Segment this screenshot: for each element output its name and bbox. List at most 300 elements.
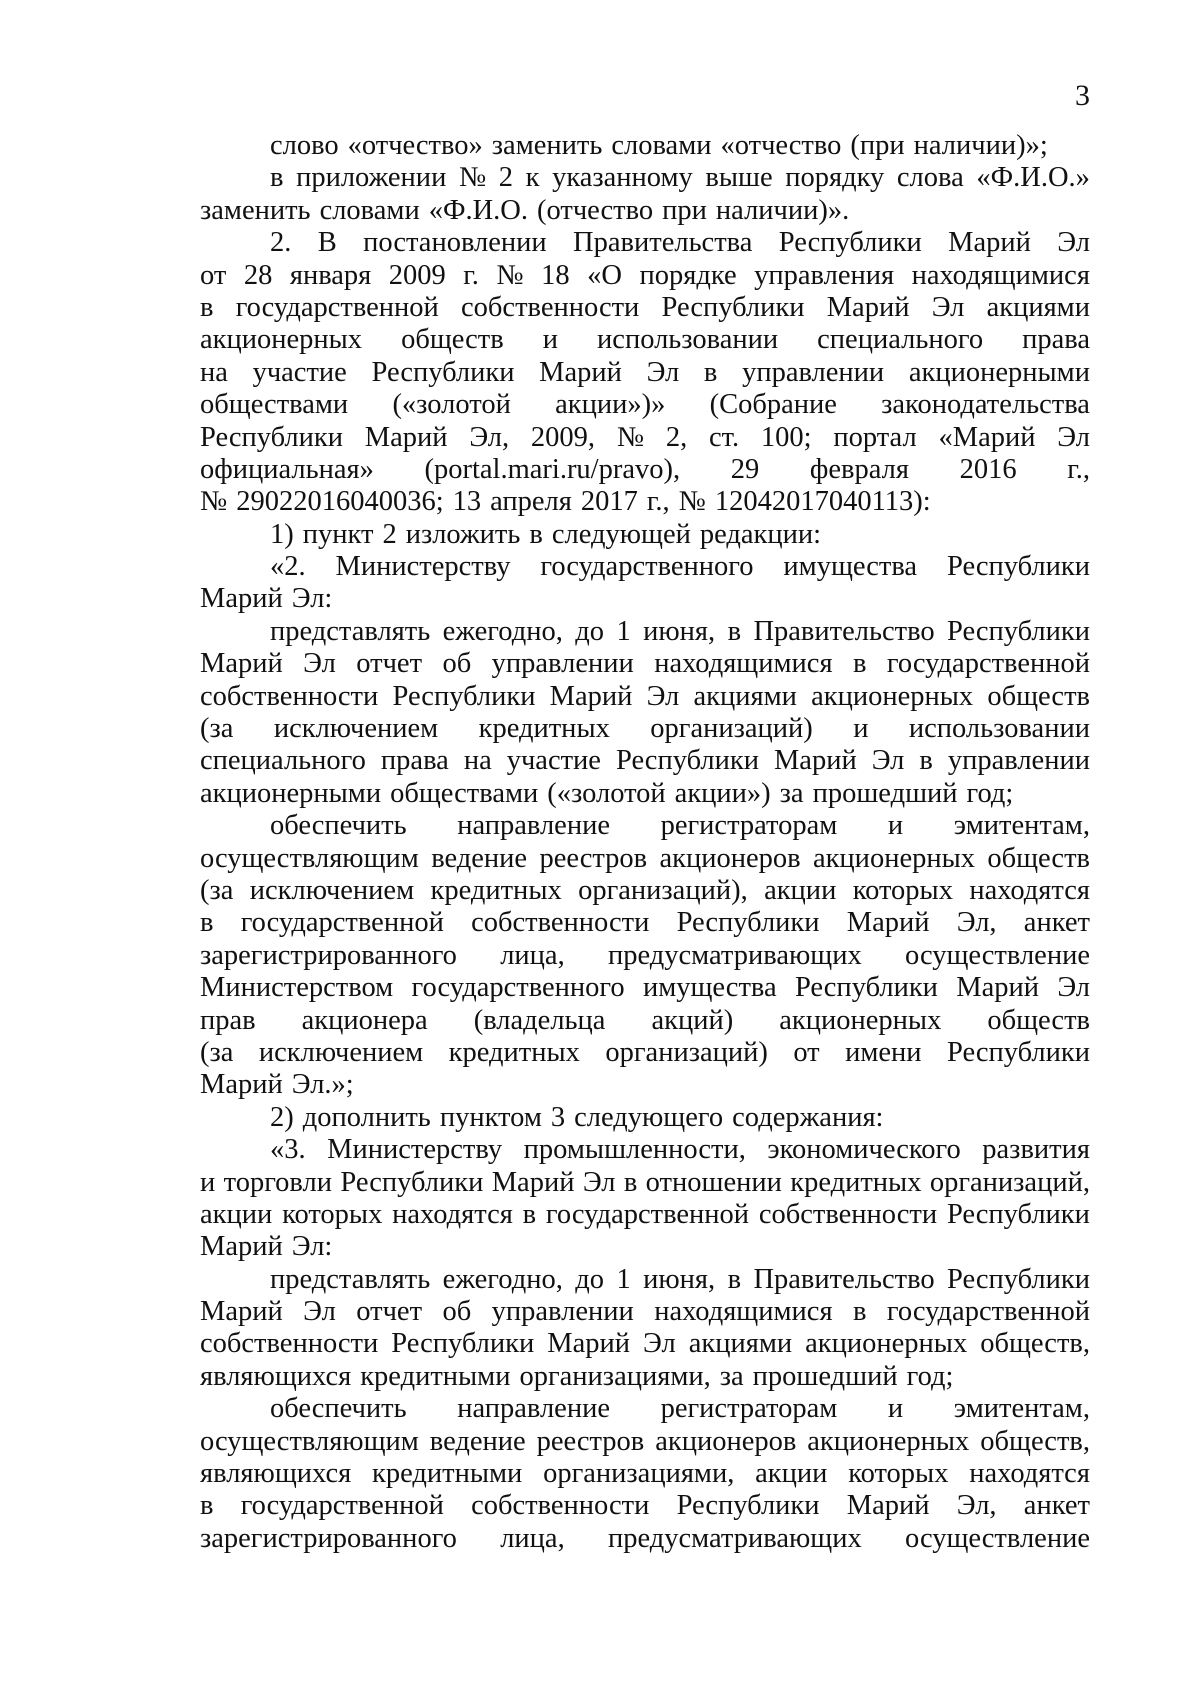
word: Эл,	[956, 907, 997, 939]
word: (portal.mari.ru/pravo),	[424, 453, 681, 485]
word: Республики	[676, 907, 820, 939]
word: Марий	[846, 1490, 930, 1522]
word: Эл,	[469, 421, 510, 453]
word: №	[496, 259, 524, 291]
word: к	[525, 162, 540, 194]
word: которых	[848, 1458, 949, 1490]
word: Республики	[947, 615, 1090, 647]
word: «Ф.И.О.»	[976, 162, 1090, 194]
word: Марий	[826, 291, 910, 323]
word: управлении	[491, 648, 634, 680]
text-line	[200, 907, 1090, 939]
word: собственности	[471, 907, 650, 939]
word: при	[662, 194, 707, 226]
word: реестров	[539, 842, 648, 874]
word: акционерных	[200, 324, 363, 356]
word: заменить	[200, 194, 311, 226]
word: (Собрание	[709, 389, 837, 421]
word: год;	[906, 1360, 954, 1392]
word: исключением	[273, 713, 439, 745]
word: в	[852, 1296, 867, 1328]
word: 1	[616, 1263, 631, 1295]
word: «Марий	[938, 421, 1036, 453]
word: которых	[852, 874, 953, 906]
word: направление	[457, 1393, 610, 1425]
text-line	[200, 162, 1090, 194]
word: ежегодно,	[442, 615, 563, 647]
word: кредитными	[360, 1360, 511, 1392]
word: эмитентам,	[953, 1393, 1090, 1425]
word: экономического	[767, 1134, 961, 1166]
word: содержания:	[732, 1101, 884, 1133]
word: представлять	[270, 615, 431, 647]
word: акционерных	[811, 680, 974, 712]
word: Эл,	[956, 1490, 997, 1522]
text-line	[200, 357, 1090, 389]
word: лица,	[500, 939, 565, 971]
word: 2016	[959, 453, 1017, 485]
text-line	[200, 745, 1090, 777]
word: управлении	[742, 356, 885, 388]
word: 2009,	[530, 421, 596, 453]
text-line	[200, 1264, 1090, 1296]
word: Республики	[340, 1166, 484, 1198]
word: Республики	[947, 1036, 1090, 1068]
text-line	[200, 1134, 1090, 1166]
word: и	[200, 1166, 216, 1198]
word: акции	[764, 874, 837, 906]
word: Правительства	[573, 227, 753, 259]
word: Марий	[846, 907, 930, 939]
text-line	[200, 292, 1090, 324]
word: Марий	[491, 1166, 575, 1198]
word: Эл	[646, 356, 680, 388]
word: Республики	[391, 1328, 535, 1360]
word: Эл	[1057, 227, 1090, 259]
word: использовании	[908, 713, 1090, 745]
word: использовании	[597, 324, 779, 356]
word: Правительство	[753, 1263, 935, 1295]
word: осуществление	[904, 1522, 1090, 1554]
word: на	[463, 745, 492, 777]
word: об	[442, 1296, 472, 1328]
word: заменить	[491, 130, 603, 161]
word: регистраторам	[660, 1393, 838, 1425]
text-line	[200, 130, 1090, 162]
word: государственной	[240, 1490, 444, 1522]
word: 100;	[760, 421, 812, 453]
word: Эл	[931, 291, 965, 323]
word: акционерными	[200, 777, 382, 809]
word: обществ	[401, 324, 504, 356]
word: («золотой	[392, 389, 511, 421]
word: Марий	[549, 680, 633, 712]
word: анкет	[1023, 1490, 1090, 1522]
word: Республики	[661, 291, 805, 323]
text-line	[200, 1426, 1090, 1458]
word: государственной	[886, 648, 1090, 680]
word: и	[853, 713, 869, 745]
text-line	[200, 940, 1090, 972]
word: акции	[755, 1458, 828, 1490]
text-line	[200, 713, 1090, 745]
word: Республики	[392, 680, 536, 712]
word: акциями	[688, 1328, 793, 1360]
text-line	[200, 1005, 1090, 1037]
word: г.,	[1067, 453, 1090, 485]
word: наличии)».	[715, 194, 850, 226]
word: Марий	[200, 583, 283, 615]
word: осуществляющим	[200, 842, 419, 874]
word: обществ	[987, 680, 1090, 712]
word: 29	[730, 453, 760, 485]
word: Марий	[539, 356, 622, 388]
word: «3.	[270, 1134, 306, 1166]
word: Марий	[364, 421, 448, 453]
word: Министерству	[327, 1134, 503, 1166]
word: кредитных	[448, 1036, 580, 1068]
word: обществ	[987, 842, 1090, 874]
word: Марий	[200, 1296, 283, 1328]
text-line	[200, 1199, 1090, 1231]
word: дополнить	[302, 1101, 431, 1133]
text-line	[200, 1296, 1090, 1328]
word: Правительство	[753, 615, 935, 647]
word: слова	[896, 162, 964, 194]
word: Министерству	[335, 551, 511, 583]
word: февраля	[809, 453, 909, 485]
word: 1	[616, 615, 631, 647]
word: Марий	[200, 1069, 283, 1101]
word: Эл:	[291, 583, 333, 615]
word: лица,	[500, 1522, 565, 1554]
word: прав	[200, 1004, 256, 1036]
word: которых	[282, 1198, 383, 1230]
word: собственности	[200, 1328, 379, 1360]
word: собственности	[471, 1490, 650, 1522]
word: пунктом	[439, 1101, 542, 1133]
word: в	[270, 162, 284, 194]
word: акционерных	[807, 1425, 970, 1457]
word: 2.	[270, 227, 292, 259]
text-line	[200, 681, 1090, 713]
word: в	[522, 1198, 537, 1230]
word: 13	[452, 486, 482, 518]
text-line	[200, 551, 1090, 583]
word: указанному	[552, 162, 693, 194]
word: акций)	[651, 1004, 734, 1036]
word: специального	[200, 745, 366, 777]
word: изложить	[405, 518, 521, 550]
word: словами	[611, 130, 712, 161]
word: Марий	[956, 972, 1039, 1004]
word: апреля	[490, 486, 572, 518]
text-line	[200, 616, 1090, 648]
document-body	[200, 130, 1090, 1555]
word: акции»)»	[555, 389, 666, 421]
word: Эл.»;	[291, 1069, 354, 1101]
word: Республики	[371, 356, 515, 388]
word: 2009	[388, 259, 446, 291]
word: участие	[506, 745, 601, 777]
text-line	[200, 810, 1090, 842]
text-line	[200, 1361, 1090, 1393]
word: кредитных	[478, 713, 610, 745]
word: предусматривающих	[608, 1522, 862, 1554]
word: Республики	[946, 1198, 1090, 1230]
word: за	[779, 777, 804, 809]
word: направление	[457, 810, 610, 842]
text-line	[200, 583, 1090, 615]
word: Марий	[547, 1328, 631, 1360]
word: (владельца	[473, 1004, 606, 1036]
word: 3	[550, 1101, 566, 1133]
text-line	[200, 648, 1090, 680]
word: наличии)»;	[913, 130, 1048, 161]
word: организаций),	[578, 874, 748, 906]
text-line	[200, 1490, 1090, 1522]
word: промышленности,	[523, 1134, 746, 1166]
word: участие	[252, 356, 347, 388]
word: обществ	[987, 1004, 1090, 1036]
word: 1)	[270, 518, 294, 550]
word: организаций,	[929, 1166, 1090, 1198]
word: отчет	[356, 648, 423, 680]
word: акционеров	[655, 1425, 797, 1457]
word: обеспечить	[270, 810, 407, 842]
text-line	[200, 1069, 1090, 1101]
word: 29022016040036;	[236, 486, 444, 518]
word: 12042017040113):	[714, 486, 931, 518]
word: анкет	[1023, 907, 1090, 939]
word: Марий	[773, 745, 857, 777]
word: №	[458, 162, 487, 194]
word: в	[919, 745, 933, 777]
word: Эл	[582, 1166, 616, 1198]
word: в	[200, 1490, 214, 1522]
word: В	[317, 227, 337, 259]
word: Эл	[1057, 421, 1090, 453]
word: за	[719, 1360, 744, 1392]
word: регистраторам	[660, 810, 838, 842]
word: находятся	[392, 1198, 513, 1230]
word: представлять	[270, 1263, 431, 1295]
word: июня,	[643, 615, 716, 647]
word: и	[887, 1393, 904, 1425]
word: «отчество»	[347, 130, 483, 161]
word: в	[703, 356, 718, 388]
word: в	[623, 1166, 638, 1198]
word: собственности	[461, 291, 640, 323]
word: кредитных	[790, 1166, 922, 1198]
word: прошедший	[812, 777, 958, 809]
word: находящимися	[911, 259, 1090, 291]
word: 2	[382, 518, 397, 550]
text-line	[200, 1328, 1090, 1360]
word: Эл:	[291, 1231, 333, 1263]
word: акциями	[693, 680, 797, 712]
word: развития	[982, 1134, 1090, 1166]
word: государственного	[540, 551, 754, 583]
word: (отчество	[537, 194, 654, 226]
word: в	[529, 518, 543, 550]
word: находящимися	[654, 648, 833, 680]
word: Республики	[778, 227, 922, 259]
word: отношении	[645, 1166, 782, 1198]
word: 18	[541, 259, 570, 291]
word: управлении	[947, 745, 1090, 777]
word: 2,	[665, 421, 688, 453]
text-line	[200, 1037, 1090, 1069]
word: государственной	[545, 1198, 750, 1230]
text-line	[200, 1393, 1090, 1425]
word: выше	[705, 162, 773, 194]
word: Республики	[615, 745, 759, 777]
word: осуществляющим	[200, 1425, 419, 1457]
text-line	[200, 843, 1090, 875]
word: ведение	[429, 1425, 526, 1457]
word: (за	[200, 874, 234, 906]
text-line	[200, 324, 1090, 356]
word: государственной	[886, 1296, 1090, 1328]
text-line	[200, 778, 1090, 810]
text-line	[200, 422, 1090, 454]
word: «отчество	[720, 130, 842, 161]
word: на	[200, 356, 228, 388]
word: имущества	[642, 972, 777, 1004]
text-line	[200, 875, 1090, 907]
word: порядку	[785, 162, 885, 194]
word: в	[727, 1263, 742, 1295]
word: организациями,	[519, 1360, 711, 1392]
text-line	[200, 1167, 1090, 1199]
word: №	[678, 486, 706, 518]
word: исключением	[249, 874, 415, 906]
word: кредитными	[372, 1458, 523, 1490]
word: находятся	[969, 1458, 1090, 1490]
text-line	[200, 1102, 1090, 1134]
word: Республики	[200, 421, 343, 453]
word: обществами	[200, 389, 349, 421]
word: государственной	[240, 907, 444, 939]
word: в	[200, 907, 214, 939]
text-line	[200, 972, 1090, 1004]
word: реестров	[536, 1425, 645, 1457]
word: «2.	[270, 551, 306, 583]
word: до	[575, 615, 605, 647]
word: осуществление	[904, 939, 1090, 971]
word: Эл	[303, 1296, 336, 1328]
word: Республики	[947, 1263, 1090, 1295]
word: государственной	[235, 291, 439, 323]
text-line	[200, 195, 1090, 227]
word: управлении	[491, 1296, 634, 1328]
word: Республики	[676, 1490, 820, 1522]
word: исключением	[258, 1036, 424, 1068]
word: управления	[754, 259, 895, 291]
word: имущества	[783, 551, 918, 583]
word: постановлении	[363, 227, 547, 259]
word: №	[200, 486, 228, 518]
word: 2)	[270, 1101, 294, 1133]
text-line	[200, 1231, 1090, 1263]
word: Эл	[871, 745, 905, 777]
word: от	[793, 1036, 820, 1068]
word: Эл	[646, 680, 680, 712]
word: слово	[270, 130, 339, 161]
word: собственности	[758, 1198, 938, 1230]
word: организаций)	[605, 1036, 768, 1068]
word: официальная»	[200, 453, 374, 485]
word: №	[616, 421, 645, 453]
word: (за	[200, 1036, 234, 1068]
word: ст.	[709, 421, 740, 453]
word: обществами	[390, 777, 539, 809]
word: Республики	[794, 972, 938, 1004]
word: Министерством	[200, 972, 394, 1004]
word: Эл	[643, 1328, 676, 1360]
word: акции	[200, 1198, 273, 1230]
word: зарегистрированного	[200, 1522, 457, 1554]
word: обществ,	[980, 1328, 1090, 1360]
word: Эл	[1057, 972, 1090, 1004]
word: в	[200, 291, 214, 323]
word: ежегодно,	[442, 1263, 563, 1295]
word: собственности	[200, 680, 379, 712]
word: Марий	[948, 227, 1031, 259]
word: организаций)	[650, 713, 813, 745]
word: и	[887, 810, 904, 842]
word: акции»)	[674, 777, 771, 809]
word: г.	[463, 259, 479, 291]
word: Марий	[200, 648, 283, 680]
word: являющихся	[200, 1458, 352, 1490]
word: г.,	[646, 486, 670, 518]
word: предусматривающих	[608, 939, 862, 971]
word: от	[200, 259, 227, 291]
word: являющихся	[200, 1360, 352, 1392]
word: кредитных	[430, 874, 562, 906]
word: до	[575, 1263, 605, 1295]
word: «О	[587, 259, 622, 291]
text-line	[200, 519, 1090, 551]
word: год;	[966, 777, 1014, 809]
word: законодательства	[881, 389, 1090, 421]
word: января	[289, 259, 372, 291]
word: («золотой	[547, 777, 666, 809]
word: 2	[498, 162, 513, 194]
word: государственного	[411, 972, 625, 1004]
word: июня,	[643, 1263, 716, 1295]
word: пункт	[302, 518, 374, 550]
word: словами	[319, 194, 420, 226]
word: редакции:	[699, 518, 822, 550]
word: эмитентам,	[953, 810, 1090, 842]
word: 28	[243, 259, 273, 291]
word: об	[442, 648, 472, 680]
word: акционерных	[779, 1004, 942, 1036]
word: находящимися	[654, 1296, 833, 1328]
word: обеспечить	[270, 1393, 407, 1425]
word: и	[542, 324, 559, 356]
word: акциями	[986, 291, 1090, 323]
word: отчет	[356, 1296, 423, 1328]
word: акционерных	[812, 842, 975, 874]
word: акционерных	[805, 1328, 968, 1360]
word: акционера	[301, 1004, 428, 1036]
word: Республики	[947, 551, 1090, 583]
word: в	[727, 615, 742, 647]
